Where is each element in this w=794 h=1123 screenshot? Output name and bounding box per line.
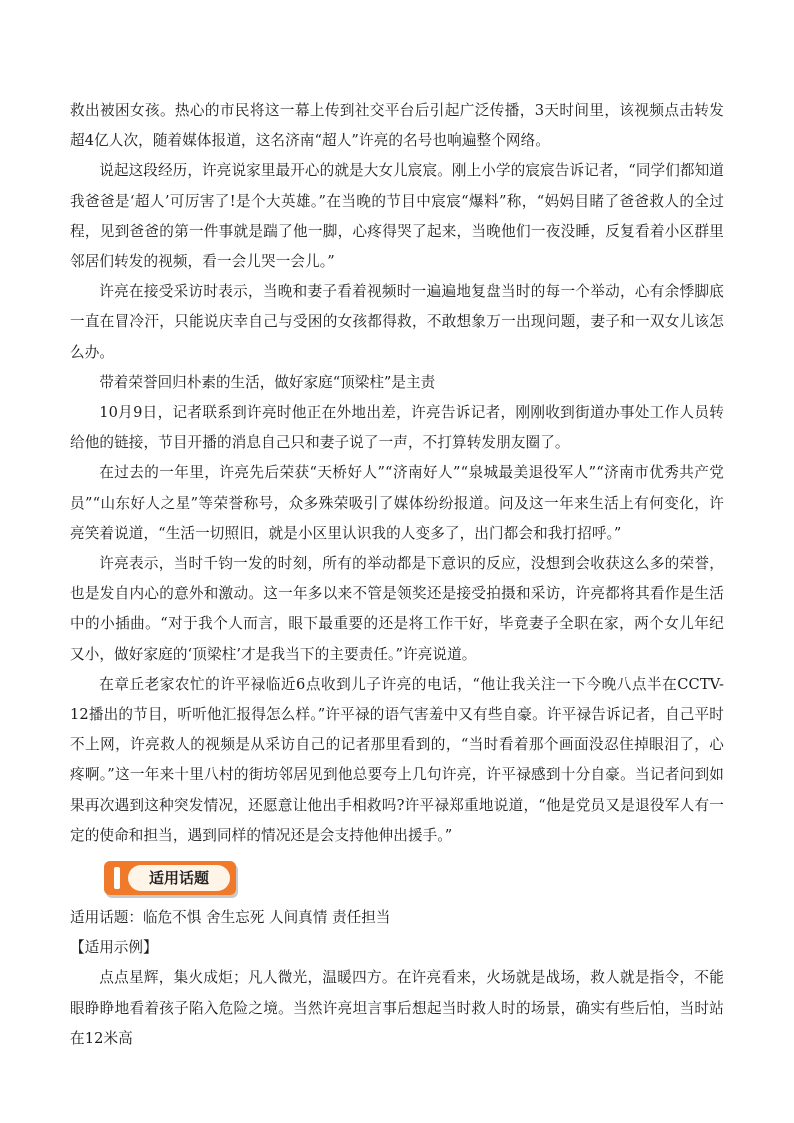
example-heading: 【适用示例】 [70,939,158,957]
topics-line: 适用话题：临危不惧 舍生忘死 人间真情 责任担当 [70,909,391,927]
paragraph: 许亮在接受采访时表示，当晚和妻子看着视频时一遍遍地复盘当时的每一个举动，心有余悸脚底一直在冒冷汗，只能说庆幸自己与受困的女孩都得救，不敢想象万一出现问题，妻子和一双女儿该怎么办。 [70,283,724,361]
article-body [70,96,724,1054]
topic-tag [104,861,236,895]
paragraph: 10月9日，记者联系到许亮时他正在外地出差，许亮告诉记者，刚刚收到街道办事处工作人员转给他的链接，节目开播的消息自己只和妻子说了一声，不打算转发朋友圈了。 [70,404,724,452]
paragraph: 在过去的一年里，许亮先后荣获“天桥好人”“济南好人”“泉城最美退役军人”“济南市优秀共产党员”“山东好人之星”等荣誉称号，众多殊荣吸引了媒体纷纷报道。问及这一年来生活上有何变化，许亮笑着说道，“生活一切照旧，就是小区里认识我的人变多了，出门都会和我打招呼。” [70,464,724,542]
paragraph: 救出被困女孩。热心的市民将这一幕上传到社交平台后引起广泛传播，3天时间里，该视频点击转发超4亿人次，随着媒体报道，这名济南“超人”许亮的名号也响遍整个网络。 [70,102,724,150]
paragraph: 在章丘老家农忙的许平禄临近6点收到儿子许亮的电话，“他让我关注一下今晚八点半在CCTV-12播出的节目，听听他汇报得怎么样。”许平禄的语气害羞中又有些自豪。许平禄告诉记者，自己平时不上网，许亮救人的视频是从采访自己的记者那里看到的，“当时看着那个画面没忍住掉眼泪了，心疼啊。”这一年来十里八村的街坊邻居见到他总要夸上几句许亮，许平禄感到十分自豪。当记者问到如果再次遇到这种突发情况，还愿意让他出手相救吗?许平禄郑重地说道，“他是党员又是退役军人有一定的使命和担当，遇到同样的情况还是会支持他伸出援手。” [70,675,724,844]
tag-accent-bar [114,867,120,889]
topic-tag-banner [104,861,724,897]
section-subheading: 带着荣誉回归朴素的生活，做好家庭“顶梁柱”是主责 [99,373,436,391]
paragraph: 说起这段经历，许亮说家里最开心的就是大女儿宸宸。刚上小学的宸宸告诉记者，“同学们都知道我爸爸是‘超人’可厉害了!是个大英雄。”在当晚的节目中宸宸“爆料”称，“妈妈目睹了爸爸救人的全过程，见到爸爸的第一件事就是踹了他一脚，心疼得哭了起来，当晚他们一夜没睡，反复看着小区群里邻居们转发的视频，看一会儿哭一会儿。” [70,162,724,271]
tag-label: 适用话题 [128,865,230,891]
example-paragraph: 点点星辉，集火成炬；凡人微光，温暖四方。在许亮看来，火场就是战场，救人就是指令，不能眼睁睁地看着孩子陷入危险之境。当然许亮坦言事后想起当时救人时的场景，确实有些后怕，当时站在12米高 [70,969,724,1047]
paragraph: 许亮表示，当时千钧一发的时刻，所有的举动都是下意识的反应，没想到会收获这么多的荣誉，也是发自内心的意外和激动。这一年多以来不管是领奖还是接受拍摄和采访，许亮都将其看作是生活中的小插曲。“对于我个人而言，眼下最重要的还是将工作干好，毕竟妻子全职在家，两个女儿年纪又小，做好家庭的‘顶梁柱’才是我当下的主要责任。”许亮说道。 [70,555,724,663]
